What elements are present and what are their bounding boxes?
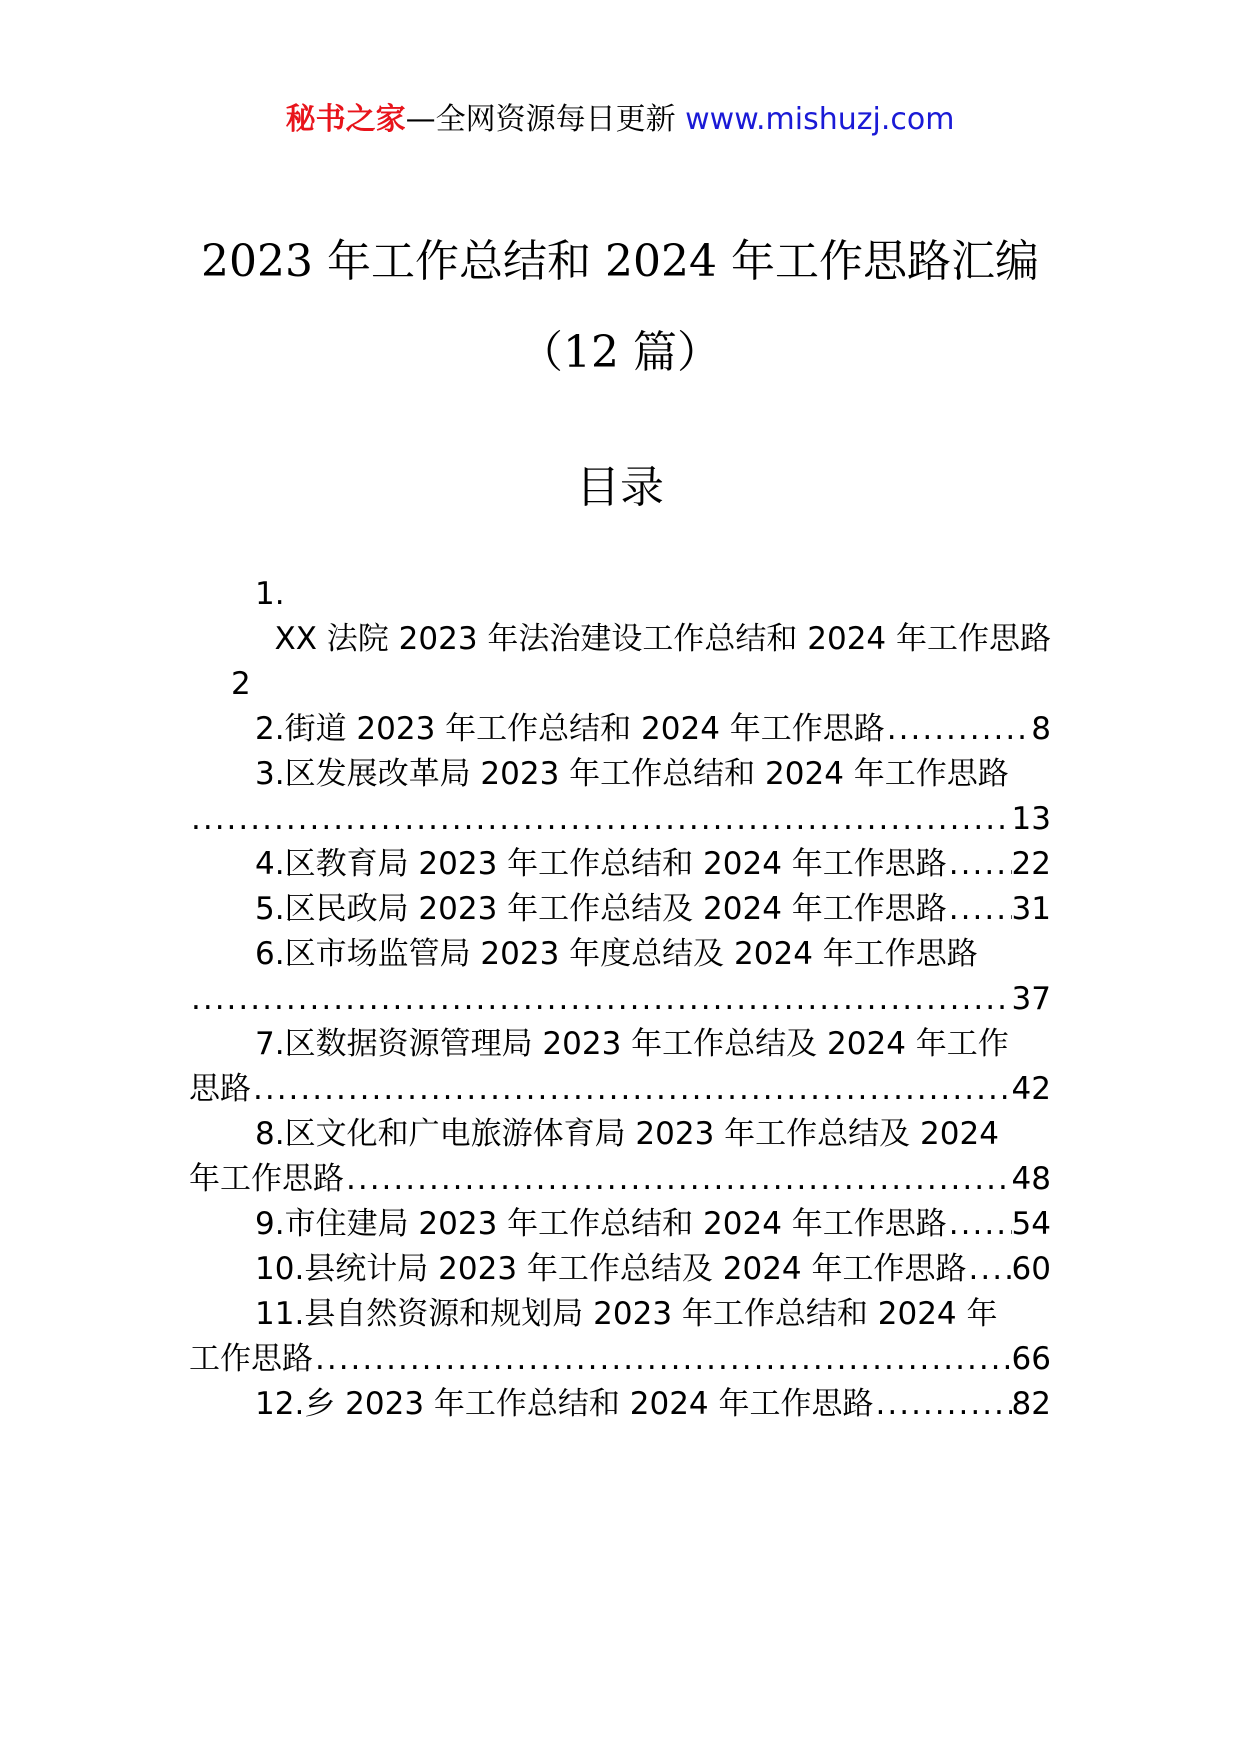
toc-entry-number: 9. <box>255 1206 285 1242</box>
toc-entry-text-continued: 年工作思路 <box>189 1161 344 1197</box>
toc-entry-text: 区民政局 2023 年工作总结及 2024 年工作思路 <box>284 891 947 927</box>
toc-entry-text: 县自然资源和规划局 2023 年工作总结和 2024 年 <box>304 1296 998 1332</box>
toc-leader-dots <box>947 1202 1012 1247</box>
toc-heading: 目录 <box>576 462 664 513</box>
banner-tagline: —全网资源每日更新 <box>405 102 676 137</box>
toc-entry-page: 82 <box>1011 1386 1051 1422</box>
toc-entry-2[interactable] <box>189 707 1051 752</box>
toc-entry-text: 区文化和广电旅游体育局 2023 年工作总结及 2024 <box>284 1116 999 1152</box>
toc-entry-6-page-line[interactable] <box>189 977 1051 1022</box>
banner-brand: 秘书之家 <box>285 102 406 137</box>
toc-leader-dots <box>947 887 1012 932</box>
toc-leader-dots <box>885 707 1031 752</box>
toc-entry-7[interactable] <box>189 1022 1051 1067</box>
toc-leader-dots <box>874 1382 1012 1427</box>
toc-entry-page: 48 <box>1011 1161 1051 1197</box>
toc-entry-3[interactable] <box>189 752 1051 797</box>
toc-entry-number: 4. <box>255 846 285 882</box>
toc-entry-text: 区教育局 2023 年工作总结和 2024 年工作思路 <box>284 846 947 882</box>
toc-entry-8[interactable] <box>189 1112 1051 1157</box>
toc-entry-page: 42 <box>1011 1071 1051 1107</box>
toc-entry-text: 街道 2023 年工作总结和 2024 年工作思路 <box>284 711 885 747</box>
toc-leader-dots <box>947 842 1012 887</box>
toc-entry-number: 8. <box>255 1116 285 1152</box>
toc-entry-8-page-line[interactable] <box>189 1157 1051 1202</box>
document-title: 2023 年工作总结和 2024 年工作思路汇编 <box>201 236 1039 287</box>
toc-entry-6[interactable] <box>189 932 1051 977</box>
toc-entry-page: 8 <box>1031 711 1051 747</box>
site-banner <box>0 100 1240 140</box>
toc-leader-dots <box>313 1337 1012 1382</box>
document-subtitle-count: （12 篇） <box>519 327 721 378</box>
toc-entry-number: 11. <box>255 1296 305 1332</box>
toc-entry-9[interactable] <box>189 1202 1051 1247</box>
toc-entry-page: 66 <box>1011 1341 1051 1377</box>
toc-leader-dots <box>251 1067 1012 1112</box>
toc-leader-dots <box>189 977 1012 1022</box>
toc-entry-1-number-line[interactable] <box>189 572 1051 617</box>
toc-entry-number: 2. <box>255 711 285 747</box>
toc-entry-page: 54 <box>1011 1206 1051 1242</box>
toc-entry-page: 2 <box>231 666 251 702</box>
toc-leader-dots <box>967 1247 1012 1292</box>
toc-entry-page: 37 <box>1011 981 1051 1017</box>
toc-entry-page: 60 <box>1011 1251 1051 1287</box>
toc-entry-number: 7. <box>255 1026 285 1062</box>
toc-entry-number: 6. <box>255 936 285 972</box>
toc-entry-12[interactable] <box>189 1382 1051 1427</box>
toc-leader-dots <box>189 797 1012 842</box>
toc-entry-3-page-line[interactable] <box>189 797 1051 842</box>
toc-entry-number: 1. <box>255 576 285 612</box>
toc-entry-text: 区数据资源管理局 2023 年工作总结及 2024 年工作 <box>284 1026 1009 1062</box>
toc-entry-text: 市住建局 2023 年工作总结和 2024 年工作思路 <box>284 1206 947 1242</box>
toc-entry-4[interactable] <box>189 842 1051 887</box>
toc-entry-text: 县统计局 2023 年工作总结及 2024 年工作思路 <box>304 1251 967 1287</box>
toc-entry-number: 3. <box>255 756 285 792</box>
toc-entry-number: 12. <box>255 1386 305 1422</box>
toc-entry-text-continued: 思路 <box>189 1071 251 1107</box>
table-of-contents <box>189 572 1051 1427</box>
toc-entry-1-page-line[interactable] <box>189 662 1051 707</box>
toc-entry-text: XX 法院 2023 年法治建设工作总结和 2024 年工作思路 <box>274 621 1051 657</box>
toc-entry-page: 22 <box>1011 846 1051 882</box>
toc-entry-page: 31 <box>1011 891 1051 927</box>
toc-entry-text: 区发展改革局 2023 年工作总结和 2024 年工作思路 <box>284 756 1009 792</box>
toc-entry-10[interactable] <box>189 1247 1051 1292</box>
toc-entry-11[interactable] <box>189 1292 1051 1337</box>
toc-entry-page: 13 <box>1011 801 1051 837</box>
toc-entry-1-text-line[interactable] <box>189 617 1051 662</box>
toc-entry-text: 乡 2023 年工作总结和 2024 年工作思路 <box>304 1386 874 1422</box>
toc-entry-11-page-line[interactable] <box>189 1337 1051 1382</box>
toc-leader-dots <box>344 1157 1012 1202</box>
toc-entry-5[interactable] <box>189 887 1051 932</box>
toc-entry-text: 区市场监管局 2023 年度总结及 2024 年工作思路 <box>284 936 978 972</box>
toc-entry-text-continued: 工作思路 <box>189 1341 313 1377</box>
toc-entry-7-page-line[interactable] <box>189 1067 1051 1112</box>
toc-entry-number: 10. <box>255 1251 305 1287</box>
toc-entry-number: 5. <box>255 891 285 927</box>
banner-url-link[interactable]: www.mishuzj.com <box>685 102 955 137</box>
